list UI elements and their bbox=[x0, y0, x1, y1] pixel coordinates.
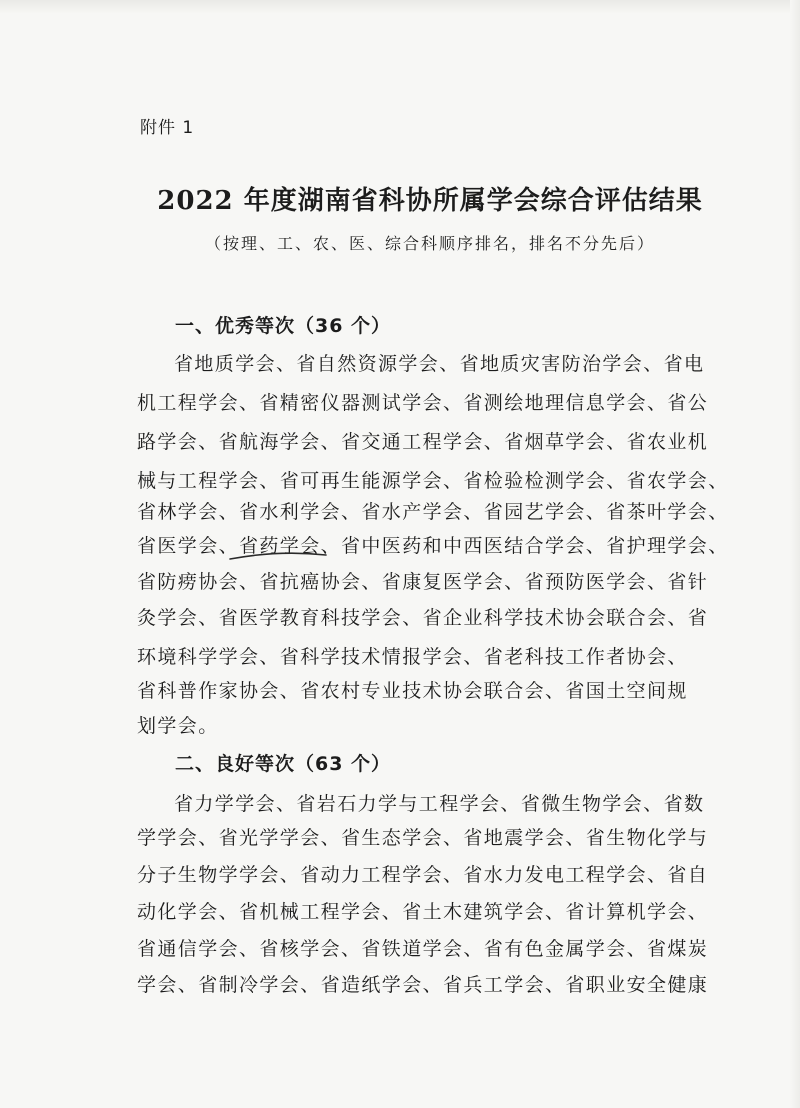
excellent-line: 省医学会、省药学会、省中医药和中西医结合学会、省护理学会、 bbox=[137, 535, 729, 557]
document-title: 2022 年度湖南省科协所属学会综合评估结果 bbox=[157, 186, 703, 216]
attachment-label: 附件 1 bbox=[140, 118, 195, 138]
section-heading-excellent: 一、优秀等次（36 个） bbox=[175, 315, 392, 337]
excellent-line: 机工程学会、省精密仪器测试学会、省测绘地理信息学会、省公 bbox=[137, 392, 709, 414]
excellent-line: 环境科学学会、省科学技术情报学会、省老科技工作者协会、 bbox=[137, 646, 688, 668]
scan-edge-top bbox=[0, 0, 800, 14]
excellent-line: 省科普作家协会、省农村专业技术协会联合会、省国土空间规 bbox=[137, 680, 688, 702]
good-line: 省通信学会、省核学会、省铁道学会、省有色金属学会、省煤炭 bbox=[137, 938, 709, 960]
excellent-line: 划学会。 bbox=[137, 715, 219, 737]
excellent-line: 省林学会、省水利学会、省水产学会、省园艺学会、省茶叶学会、 bbox=[137, 501, 729, 523]
document-subtitle: （按理、工、农、医、综合科顺序排名，排名不分先后） bbox=[204, 234, 655, 253]
good-line: 学会、省制冷学会、省造纸学会、省兵工学会、省职业安全健康 bbox=[137, 974, 709, 996]
handwritten-underline-mark bbox=[228, 550, 328, 562]
excellent-line: 路学会、省航海学会、省交通工程学会、省烟草学会、省农业机 bbox=[137, 431, 709, 453]
scan-edge-right bbox=[790, 0, 800, 1108]
good-line: 省力学学会、省岩石力学与工程学会、省微生物学会、省数 bbox=[174, 793, 705, 815]
excellent-line: 灸学会、省医学教育科技学会、省企业科学技术协会联合会、省 bbox=[137, 607, 709, 629]
excellent-line: 械与工程学会、省可再生能源学会、省检验检测学会、省农学会、 bbox=[137, 470, 729, 492]
good-line: 学学会、省光学学会、省生态学会、省地震学会、省生物化学与 bbox=[137, 827, 709, 849]
section-heading-good: 二、良好等次（63 个） bbox=[175, 753, 392, 775]
good-line: 动化学会、省机械工程学会、省土木建筑学会、省计算机学会、 bbox=[137, 901, 709, 923]
excellent-line: 省地质学会、省自然资源学会、省地质灾害防治学会、省电 bbox=[174, 353, 705, 375]
good-line: 分子生物学学会、省动力工程学会、省水力发电工程学会、省自 bbox=[137, 864, 709, 886]
excellent-line: 省防痨协会、省抗癌协会、省康复医学会、省预防医学会、省针 bbox=[137, 571, 709, 593]
